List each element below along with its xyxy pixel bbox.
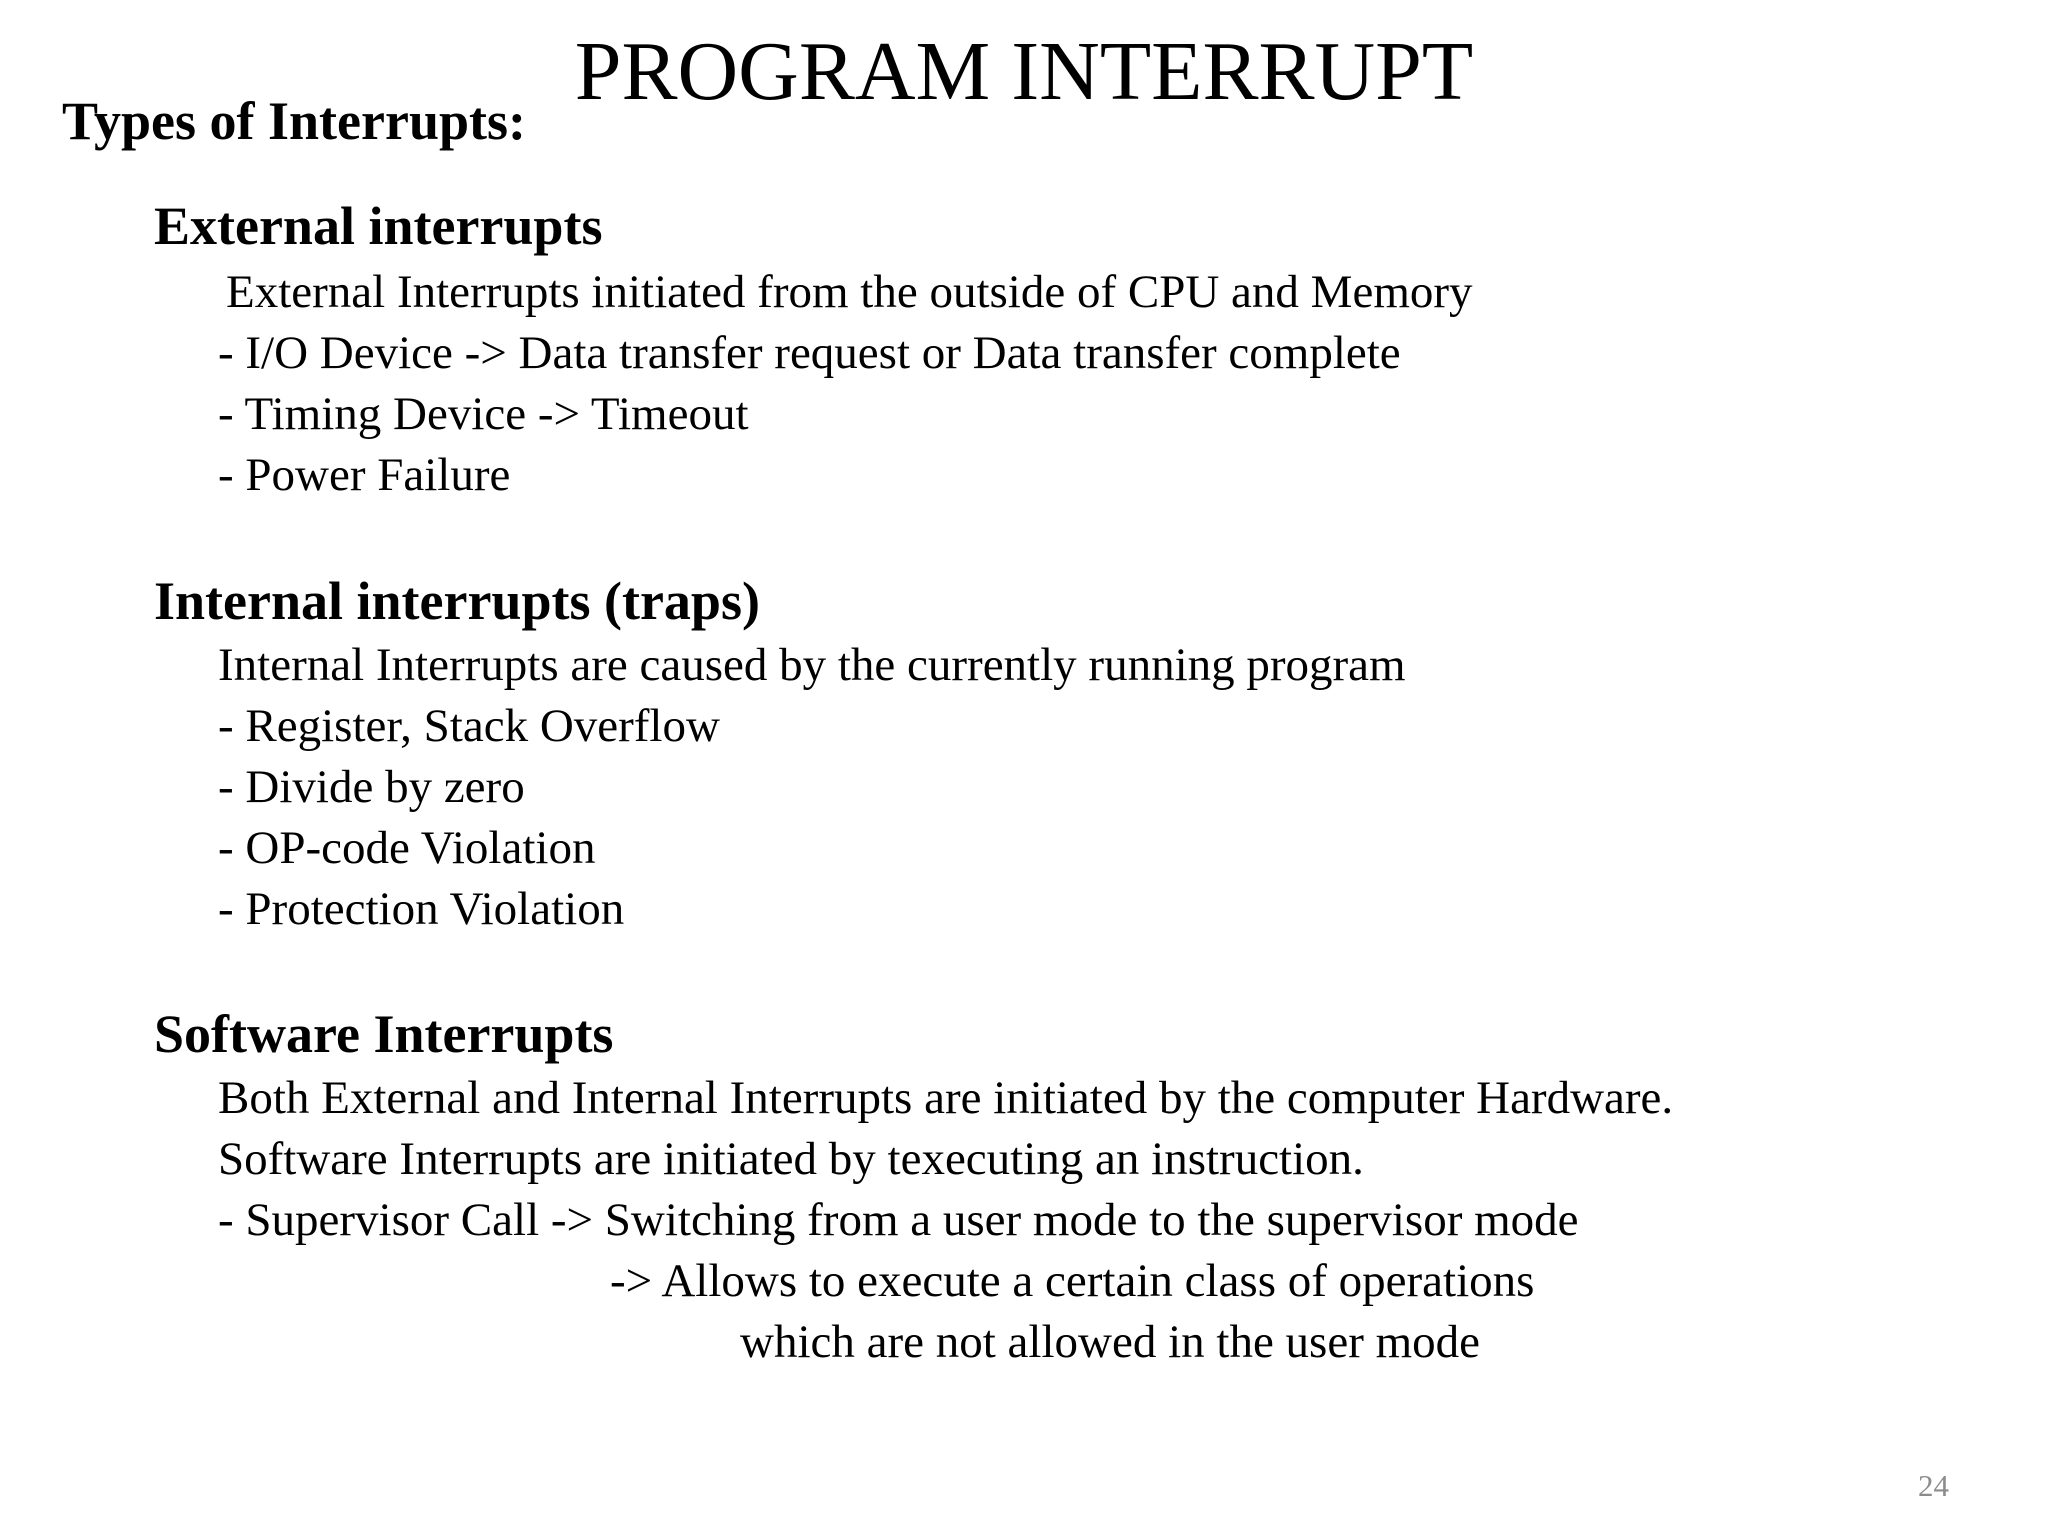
external-item-power-failure: - Power Failure: [218, 449, 511, 501]
page-number: 24: [1918, 1468, 1949, 1503]
software-description-hardware: Both External and Internal Interrupts are initiated by the computer Hardware.: [218, 1072, 1674, 1124]
internal-description: Internal Interrupts are caused by the currently running program: [218, 639, 1406, 691]
types-heading: Types of Interrupts:: [62, 91, 526, 151]
external-item-timing-device: - Timing Device -> Timeout: [218, 388, 749, 440]
software-description-instruction: Software Interrupts are initiated by texecuting an instruction.: [218, 1133, 1364, 1185]
external-interrupts-heading: External interrupts: [154, 196, 603, 256]
external-description: External Interrupts initiated from the outside of CPU and Memory: [226, 266, 1473, 318]
software-item-supervisor-call: - Supervisor Call -> Switching from a user mode to the supervisor mode: [218, 1194, 1579, 1246]
internal-interrupts-heading: Internal interrupts (traps): [154, 571, 760, 631]
software-interrupts-heading: Software Interrupts: [154, 1004, 614, 1064]
internal-item-protection-violation: - Protection Violation: [218, 883, 625, 935]
internal-item-divide-by-zero: - Divide by zero: [218, 761, 525, 813]
slide-title: PROGRAM INTERRUPT: [574, 25, 1474, 118]
software-item-allows-execute: -> Allows to execute a certain class of operations: [610, 1255, 1535, 1307]
internal-item-opcode-violation: - OP-code Violation: [218, 822, 596, 874]
software-item-not-allowed: which are not allowed in the user mode: [740, 1316, 1481, 1368]
internal-item-register-stack: - Register, Stack Overflow: [218, 700, 720, 752]
external-item-io-device: - I/O Device -> Data transfer request or Data transfer complete: [218, 327, 1401, 379]
